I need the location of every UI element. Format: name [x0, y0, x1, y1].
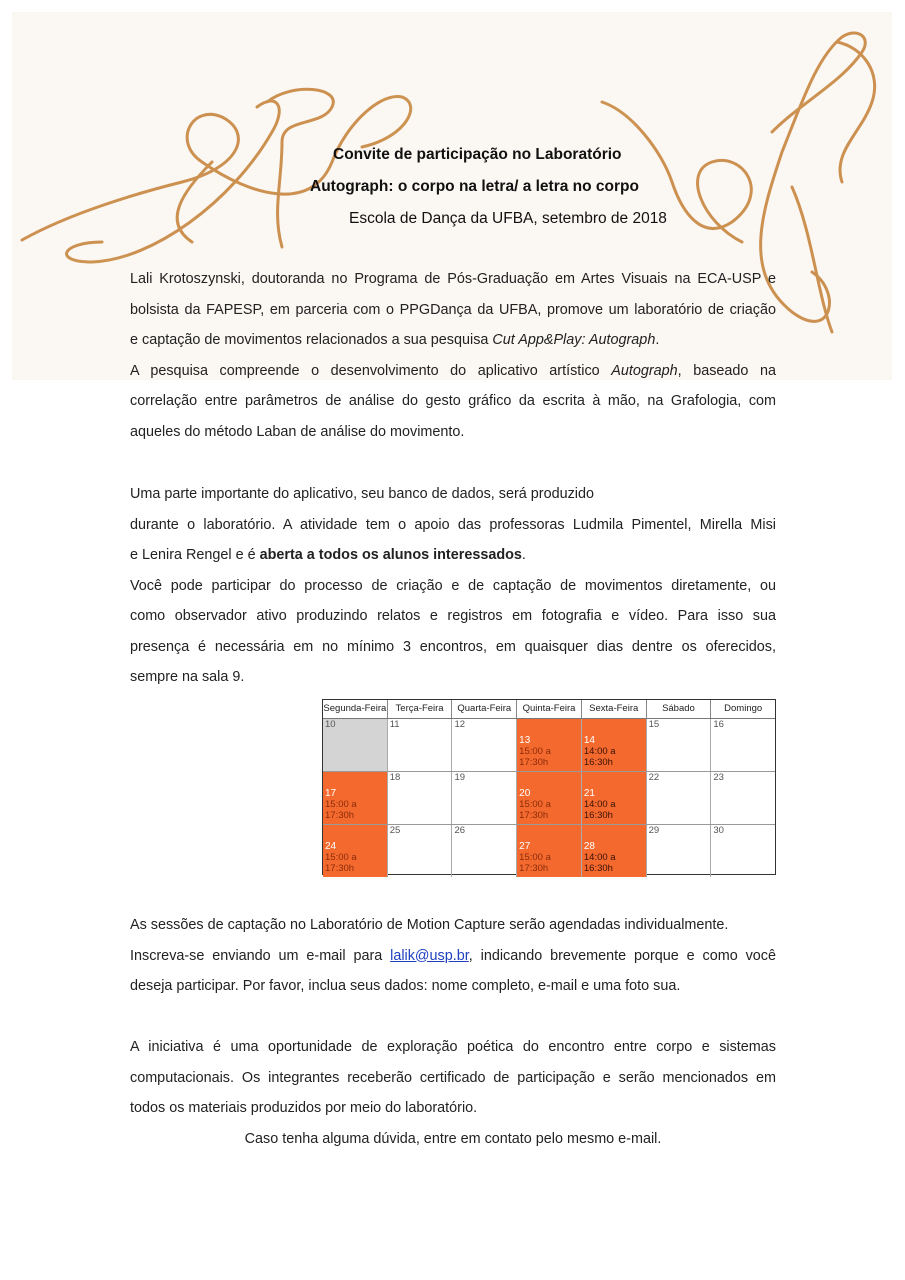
day-number: 16 — [713, 719, 724, 730]
weekday-header: Quinta-Feira — [517, 700, 582, 718]
calendar-day-cell — [647, 772, 712, 824]
session-time: 15:00 a 17:30h — [519, 746, 551, 768]
intro-paragraph — [130, 264, 776, 447]
contact-line: Caso tenha alguma dúvida, entre em contato pelo mesmo e-mail. — [244, 1130, 662, 1147]
text-line: e Lenira Rengel e é aberta a todos os alunos interessados. — [130, 547, 526, 563]
weekday-header: Terça-Feira — [388, 700, 453, 718]
text-line: Você pode participar do processo de criação e de captação de movimentos diretamente, ou — [130, 577, 776, 594]
calendar-day-cell — [388, 719, 453, 771]
weekday-header: Sexta-Feira — [582, 700, 647, 718]
session-time: 14:00 a 16:30h — [583, 799, 616, 821]
day-number: 11 — [389, 719, 400, 730]
text-line: correlação entre parâmetros de análise do gesto gráfico da escrita à mão, na Grafologia, com — [130, 393, 776, 409]
calendar-day-cell — [388, 772, 453, 824]
day-number: 27 — [519, 841, 531, 852]
participation-paragraph — [130, 479, 776, 693]
title-line-2: Autograph: o corpo na letra/ a letra no corpo — [310, 178, 639, 195]
text-line: como observador ativo produzindo relatos e registros em fotografia e vídeo. Para isso sua — [130, 608, 776, 624]
app-name: Autograph — [611, 362, 678, 379]
day-number: 17 — [325, 788, 337, 799]
open-to-all-emphasis: aberta a todos os alunos interessados — [259, 547, 522, 563]
text-line: bolsista da FAPESP, em parceria com o PPGDança da UFBA, promove um laboratório de criação — [130, 301, 776, 318]
calendar-session-cell — [517, 772, 582, 824]
day-number: 24 — [325, 841, 337, 852]
day-number: 19 — [454, 772, 466, 783]
schedule-calendar — [322, 699, 776, 875]
day-number: 20 — [519, 788, 531, 799]
text-line: todos os materiais produzidos por meio do laboratório. — [130, 1100, 478, 1116]
sessions-paragraph — [130, 910, 776, 1002]
title-line-1: Convite de participação no Laboratório — [333, 146, 622, 163]
text-line: presença é necessária em no mínimo 3 encontros, em quaisquer dias dentre os oferecidos, — [130, 638, 776, 655]
day-number: 26 — [454, 825, 466, 836]
text-line: e captação de movimentos relacionados a sua pesquisa Cut App&Play: Autograph. — [130, 332, 660, 348]
weekday-header: Domingo — [724, 703, 763, 714]
calendar-session-cell — [517, 719, 582, 771]
calendar-session-cell — [323, 772, 388, 824]
text-line: Inscreva-se enviando um e-mail para lalik@usp.br, indicando brevemente porque e como você — [130, 947, 776, 964]
calendar-day-cell — [711, 825, 775, 877]
weekday-header: Sábado — [647, 700, 712, 718]
weekday-header: Segunda-Feira — [323, 700, 388, 718]
day-number: 14 — [583, 735, 595, 746]
calendar-session-cell — [517, 825, 582, 877]
day-number: 28 — [583, 841, 595, 852]
closing-paragraph — [130, 1032, 776, 1154]
text-line: A iniciativa é uma oportunidade de exploração poética do encontro entre corpo e sistemas — [130, 1039, 776, 1055]
calendar-day-cell — [711, 772, 775, 824]
calendar-day-cell — [647, 719, 712, 771]
day-number: 25 — [389, 825, 401, 836]
calendar-week-row — [323, 825, 775, 877]
day-number: 30 — [713, 825, 724, 836]
text-line: A pesquisa compreende o desenvolvimento do aplicativo artístico Autograph, baseado na — [130, 362, 776, 379]
calendar-day-cell — [452, 825, 517, 877]
calendar-day-cell — [711, 719, 775, 771]
day-number: 29 — [648, 825, 660, 836]
calendar-day-cell — [647, 825, 712, 877]
calendar-day-cell — [388, 825, 453, 877]
day-number: 23 — [713, 772, 724, 783]
session-time: 14:00 a 16:30h — [583, 852, 616, 874]
calendar-session-cell — [323, 825, 388, 877]
session-time: 15:00 a 17:30h — [519, 799, 551, 821]
text-line: durante o laboratório. A atividade tem o apoio das professoras Ludmila Pimentel, Mirella Misi — [130, 516, 776, 533]
calendar-day-cell — [452, 772, 517, 824]
text-line: Lali Krotoszynski, doutoranda no Programa de Pós-Graduação em Artes Visuais na ECA-USP e — [130, 271, 776, 287]
calendar-session-cell — [582, 825, 647, 877]
calendar-body — [323, 719, 775, 877]
day-number: 13 — [519, 735, 531, 746]
calendar-session-cell — [582, 719, 647, 771]
calendar-session-cell — [582, 772, 647, 824]
day-number: 22 — [648, 772, 660, 783]
text-line: aqueles do método Laban de análise do movimento. — [130, 423, 465, 440]
email-link[interactable]: lalik@usp.br — [390, 947, 469, 964]
day-number: 21 — [583, 788, 595, 799]
subtitle: Escola de Dança da UFBA, setembro de 2018 — [349, 210, 667, 227]
session-time: 15:00 a 17:30h — [325, 799, 357, 821]
text-line: deseja participar. Por favor, inclua seus dados: nome completo, e-mail e uma foto sua. — [130, 978, 681, 994]
session-time: 15:00 a 17:30h — [325, 852, 357, 874]
session-time: 15:00 a 17:30h — [519, 852, 551, 874]
research-title: Cut App&Play: Autograph — [492, 332, 656, 348]
text-line: computacionais. Os integrantes receberão certificado de participação e serão mencionados em — [130, 1069, 776, 1086]
calendar-day-cell — [452, 719, 517, 771]
day-number: 15 — [648, 719, 660, 730]
weekday-header: Quarta-Feira — [452, 700, 517, 718]
session-time: 14:00 a 16:30h — [583, 746, 616, 768]
day-number: 12 — [454, 719, 466, 730]
calendar-header — [323, 700, 775, 719]
text-line: Uma parte importante do aplicativo, seu banco de dados, será produzido — [130, 486, 594, 502]
text-line: As sessões de captação no Laboratório de Motion Capture serão agendadas individualmente. — [130, 917, 729, 933]
calendar-unavailable-cell — [323, 719, 388, 771]
text-line: sempre na sala 9. — [130, 669, 245, 685]
calendar-week-row — [323, 772, 775, 825]
day-number: 10 — [325, 719, 336, 730]
calendar-week-row — [323, 719, 775, 772]
day-number: 18 — [389, 772, 401, 783]
